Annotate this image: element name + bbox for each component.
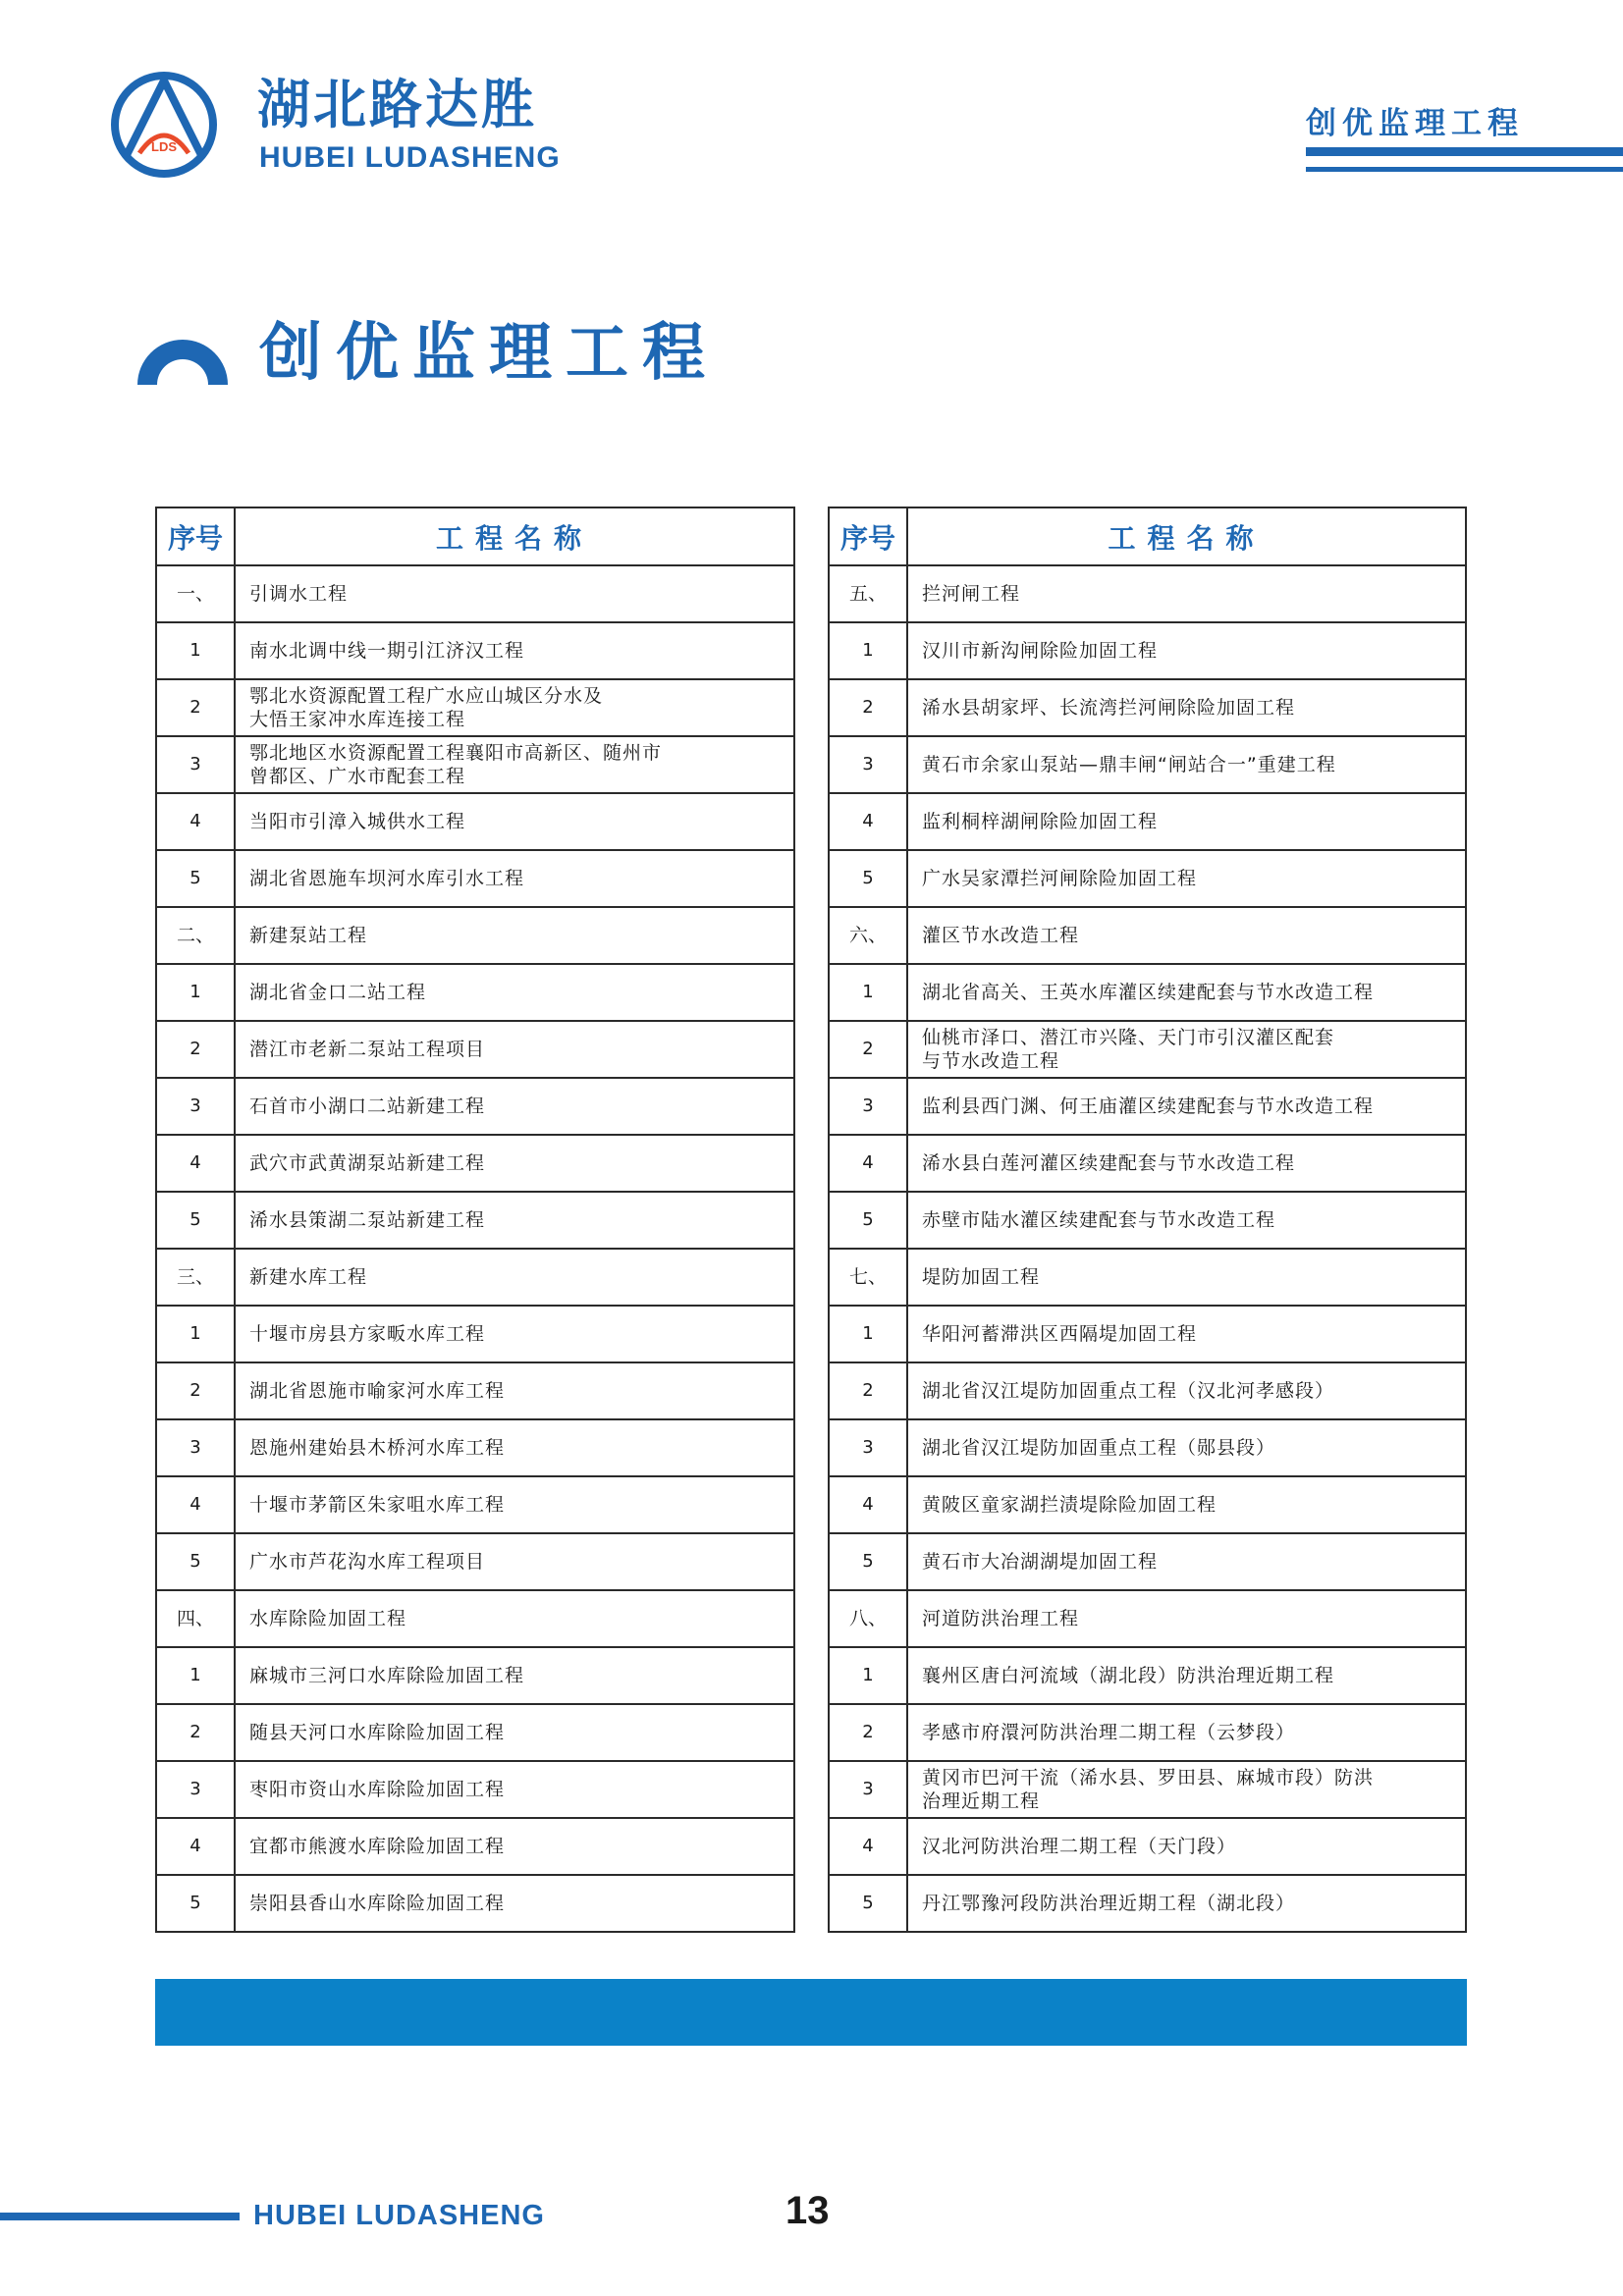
project-name-line: 华阳河蓄滞洪区西隔堤加固工程 bbox=[922, 1323, 1198, 1345]
project-name-line: 拦河闸工程 bbox=[922, 583, 1021, 605]
row-seq: 5 bbox=[156, 1192, 235, 1249]
row-seq: 2 bbox=[829, 679, 907, 736]
row-seq: 3 bbox=[156, 1419, 235, 1476]
row-project-name bbox=[235, 1362, 794, 1419]
project-name-line: 潜江市老新二泵站工程项目 bbox=[249, 1039, 486, 1060]
row-project-name bbox=[907, 1135, 1466, 1192]
row-project-name bbox=[907, 736, 1466, 793]
section-arch-icon bbox=[137, 340, 228, 385]
row-seq: 二、 bbox=[156, 907, 235, 964]
row-project-name bbox=[907, 1021, 1466, 1078]
table-row bbox=[829, 1818, 1466, 1875]
row-seq: 3 bbox=[156, 1078, 235, 1135]
row-project-name bbox=[907, 1419, 1466, 1476]
table-row bbox=[829, 1704, 1466, 1761]
row-seq: 2 bbox=[829, 1704, 907, 1761]
project-name-line: 湖北省金口二站工程 bbox=[249, 982, 427, 1003]
row-seq: 4 bbox=[156, 1476, 235, 1533]
row-project-name bbox=[235, 1021, 794, 1078]
header-rule-thin bbox=[1306, 167, 1623, 172]
column-header-seq: 序号 bbox=[156, 507, 235, 565]
row-seq: 5 bbox=[829, 1192, 907, 1249]
row-project-name bbox=[907, 1533, 1466, 1590]
row-project-name bbox=[907, 1647, 1466, 1704]
row-project-name bbox=[235, 1875, 794, 1932]
row-seq: 4 bbox=[829, 793, 907, 850]
row-project-name bbox=[235, 1476, 794, 1533]
row-seq: 3 bbox=[829, 1419, 907, 1476]
table-row bbox=[829, 1021, 1466, 1078]
row-seq: 八、 bbox=[829, 1590, 907, 1647]
project-name-line: 麻城市三河口水库除险加固工程 bbox=[249, 1665, 525, 1686]
table-row bbox=[156, 850, 794, 907]
table-row bbox=[156, 622, 794, 679]
row-seq: 1 bbox=[156, 1306, 235, 1362]
project-name-line: 汉川市新沟闸除险加固工程 bbox=[922, 640, 1159, 662]
table-row bbox=[156, 1647, 794, 1704]
category-row bbox=[156, 1590, 794, 1647]
row-project-name bbox=[907, 1818, 1466, 1875]
table-body bbox=[829, 565, 1466, 1932]
project-name-line: 浠水县策湖二泵站新建工程 bbox=[249, 1209, 486, 1231]
project-name-line: 南水北调中线一期引江济汉工程 bbox=[249, 640, 525, 662]
project-table-left bbox=[155, 507, 795, 1933]
table-row bbox=[156, 1419, 794, 1476]
category-row bbox=[829, 565, 1466, 622]
row-project-name bbox=[907, 1192, 1466, 1249]
brand-name-chinese: 湖北路达胜 bbox=[257, 74, 537, 135]
table-row bbox=[156, 736, 794, 793]
row-project-name bbox=[235, 1761, 794, 1818]
row-project-name bbox=[235, 793, 794, 850]
row-seq: 1 bbox=[829, 1306, 907, 1362]
decorative-blue-band bbox=[155, 1979, 1467, 2046]
row-seq: 4 bbox=[829, 1818, 907, 1875]
brand-name-english: HUBEI LUDASHENG bbox=[259, 141, 561, 174]
project-name-line: 十堰市房县方家畈水库工程 bbox=[249, 1323, 486, 1345]
table-row bbox=[829, 1533, 1466, 1590]
category-row bbox=[829, 1249, 1466, 1306]
row-seq: 五、 bbox=[829, 565, 907, 622]
table-row bbox=[829, 1419, 1466, 1476]
project-name-line: 黄陂区童家湖拦渍堤除险加固工程 bbox=[922, 1494, 1217, 1516]
column-header-seq: 序号 bbox=[829, 507, 907, 565]
project-name-line: 湖北省高关、王英水库灌区续建配套与节水改造工程 bbox=[922, 982, 1375, 1003]
project-name-line: 湖北省恩施市喻家河水库工程 bbox=[249, 1380, 506, 1402]
page-number: 13 bbox=[785, 2189, 830, 2232]
row-seq: 4 bbox=[829, 1476, 907, 1533]
row-project-name bbox=[907, 622, 1466, 679]
row-project-name bbox=[907, 1875, 1466, 1932]
project-name-line: 枣阳市资山水库除险加固工程 bbox=[249, 1779, 506, 1800]
table-row bbox=[829, 1362, 1466, 1419]
project-name-line-2: 与节水改造工程 bbox=[922, 1050, 1060, 1072]
table-body bbox=[156, 565, 794, 1932]
table-row bbox=[829, 1476, 1466, 1533]
row-project-name bbox=[907, 1078, 1466, 1135]
project-name-line: 黄石市余家山泵站—鼎丰闸“闸站合一”重建工程 bbox=[922, 754, 1336, 775]
row-seq: 5 bbox=[829, 1875, 907, 1932]
row-seq: 4 bbox=[156, 1818, 235, 1875]
row-seq: 2 bbox=[156, 1704, 235, 1761]
row-project-name bbox=[907, 679, 1466, 736]
row-project-name bbox=[235, 1590, 794, 1647]
row-seq: 5 bbox=[156, 1533, 235, 1590]
row-seq: 六、 bbox=[829, 907, 907, 964]
project-name-line: 襄州区唐白河流域（湖北段）防洪治理近期工程 bbox=[922, 1665, 1335, 1686]
project-name-line: 宜都市熊渡水库除险加固工程 bbox=[249, 1836, 506, 1857]
row-seq: 5 bbox=[829, 850, 907, 907]
project-name-line: 当阳市引漳入城供水工程 bbox=[249, 811, 466, 832]
table-row bbox=[156, 1476, 794, 1533]
row-project-name bbox=[907, 1249, 1466, 1306]
project-name-line: 仙桃市泽口、潜江市兴隆、天门市引汉灌区配套 bbox=[922, 1027, 1335, 1048]
project-name-line: 鄂北水资源配置工程广水应山城区分水及 bbox=[249, 685, 604, 707]
company-logo-icon bbox=[110, 71, 218, 179]
table-row bbox=[156, 964, 794, 1021]
project-name-line: 恩施州建始县木桥河水库工程 bbox=[249, 1437, 506, 1459]
project-name-line: 灌区节水改造工程 bbox=[922, 925, 1080, 946]
table-row bbox=[829, 736, 1466, 793]
table-row bbox=[829, 622, 1466, 679]
table-row bbox=[829, 793, 1466, 850]
project-name-line: 河道防洪治理工程 bbox=[922, 1608, 1080, 1629]
row-project-name bbox=[235, 1306, 794, 1362]
row-project-name bbox=[907, 793, 1466, 850]
row-seq: 3 bbox=[156, 736, 235, 793]
header-title: 创优监理工程 bbox=[1306, 106, 1524, 141]
header-rule-thick bbox=[1306, 147, 1623, 156]
category-row bbox=[829, 1590, 1466, 1647]
table-row bbox=[829, 1761, 1466, 1818]
row-seq: 2 bbox=[829, 1021, 907, 1078]
row-project-name bbox=[235, 1135, 794, 1192]
row-seq: 三、 bbox=[156, 1249, 235, 1306]
row-project-name bbox=[235, 1419, 794, 1476]
category-row bbox=[156, 907, 794, 964]
row-project-name bbox=[907, 1476, 1466, 1533]
row-seq: 3 bbox=[829, 1078, 907, 1135]
project-name-line: 监利县西门渊、何王庙灌区续建配套与节水改造工程 bbox=[922, 1095, 1375, 1117]
row-project-name bbox=[235, 1647, 794, 1704]
project-name-line-2: 治理近期工程 bbox=[922, 1790, 1041, 1812]
table-row bbox=[829, 1875, 1466, 1932]
project-name-line: 引调水工程 bbox=[249, 583, 349, 605]
row-seq: 1 bbox=[829, 622, 907, 679]
table-row bbox=[829, 850, 1466, 907]
project-table-right bbox=[828, 507, 1467, 1933]
row-seq: 4 bbox=[156, 1135, 235, 1192]
category-row bbox=[829, 907, 1466, 964]
table-row bbox=[829, 679, 1466, 736]
project-name-line: 新建水库工程 bbox=[249, 1266, 368, 1288]
row-seq: 七、 bbox=[829, 1249, 907, 1306]
row-project-name bbox=[235, 907, 794, 964]
table-row bbox=[156, 1533, 794, 1590]
table-row bbox=[829, 1135, 1466, 1192]
row-seq: 1 bbox=[156, 1647, 235, 1704]
row-seq: 2 bbox=[156, 1021, 235, 1078]
row-seq: 四、 bbox=[156, 1590, 235, 1647]
row-project-name bbox=[235, 1533, 794, 1590]
project-name-line: 浠水县白莲河灌区续建配套与节水改造工程 bbox=[922, 1152, 1296, 1174]
row-project-name bbox=[907, 1306, 1466, 1362]
project-name-line: 黄石市大冶湖湖堤加固工程 bbox=[922, 1551, 1159, 1573]
project-name-line: 湖北省汉江堤防加固重点工程（汉北河孝感段） bbox=[922, 1380, 1335, 1402]
row-seq: 2 bbox=[829, 1362, 907, 1419]
row-seq: 2 bbox=[156, 679, 235, 736]
project-name-line-2: 大悟王家冲水库连接工程 bbox=[249, 709, 466, 730]
row-project-name bbox=[235, 622, 794, 679]
project-name-line: 赤壁市陆水灌区续建配套与节水改造工程 bbox=[922, 1209, 1276, 1231]
row-project-name bbox=[235, 1704, 794, 1761]
table-row bbox=[156, 1192, 794, 1249]
footer-brand-english: HUBEI LUDASHENG bbox=[253, 2200, 545, 2231]
table-row bbox=[156, 1761, 794, 1818]
table-header-row bbox=[156, 507, 794, 565]
row-seq: 3 bbox=[829, 736, 907, 793]
project-name-line: 堤防加固工程 bbox=[922, 1266, 1041, 1288]
category-row bbox=[156, 1249, 794, 1306]
row-project-name bbox=[907, 1362, 1466, 1419]
project-name-line: 随县天河口水库除险加固工程 bbox=[249, 1722, 506, 1743]
row-seq: 1 bbox=[829, 964, 907, 1021]
project-name-line: 新建泵站工程 bbox=[249, 925, 368, 946]
project-name-line: 汉北河防洪治理二期工程（天门段） bbox=[922, 1836, 1237, 1857]
project-name-line: 黄冈市巴河干流（浠水县、罗田县、麻城市段）防洪 bbox=[922, 1767, 1375, 1789]
table-row bbox=[156, 1818, 794, 1875]
project-name-line: 湖北省恩施车坝河水库引水工程 bbox=[249, 868, 525, 889]
project-name-line: 鄂北地区水资源配置工程襄阳市高新区、随州市 bbox=[249, 742, 663, 764]
row-project-name bbox=[907, 1590, 1466, 1647]
project-name-line: 广水吴家潭拦河闸除险加固工程 bbox=[922, 868, 1198, 889]
table-header-row bbox=[829, 507, 1466, 565]
project-name-line: 广水市芦花沟水库工程项目 bbox=[249, 1551, 486, 1573]
row-project-name bbox=[907, 850, 1466, 907]
table-row bbox=[156, 1135, 794, 1192]
row-seq: 4 bbox=[829, 1135, 907, 1192]
table-row bbox=[156, 1362, 794, 1419]
project-name-line: 湖北省汉江堤防加固重点工程（郧县段） bbox=[922, 1437, 1276, 1459]
row-seq: 4 bbox=[156, 793, 235, 850]
logo-text: LDS bbox=[151, 139, 177, 154]
project-name-line: 石首市小湖口二站新建工程 bbox=[249, 1095, 486, 1117]
row-project-name bbox=[235, 1249, 794, 1306]
table-row bbox=[829, 1078, 1466, 1135]
table-row bbox=[156, 1875, 794, 1932]
row-seq: 1 bbox=[829, 1647, 907, 1704]
row-project-name bbox=[235, 565, 794, 622]
row-seq: 1 bbox=[156, 622, 235, 679]
row-project-name bbox=[235, 736, 794, 793]
row-project-name bbox=[235, 1818, 794, 1875]
row-project-name bbox=[235, 850, 794, 907]
row-project-name bbox=[907, 1704, 1466, 1761]
footer-rule bbox=[0, 2213, 240, 2220]
row-seq: 3 bbox=[829, 1761, 907, 1818]
project-name-line: 武穴市武黄湖泵站新建工程 bbox=[249, 1152, 486, 1174]
table-row bbox=[829, 964, 1466, 1021]
row-project-name bbox=[235, 964, 794, 1021]
row-project-name bbox=[907, 565, 1466, 622]
row-project-name bbox=[907, 907, 1466, 964]
table-row bbox=[156, 1704, 794, 1761]
project-name-line: 丹江鄂豫河段防洪治理近期工程（湖北段） bbox=[922, 1893, 1296, 1914]
project-name-line: 浠水县胡家坪、长流湾拦河闸除险加固工程 bbox=[922, 697, 1296, 719]
row-project-name bbox=[907, 964, 1466, 1021]
table-row bbox=[829, 1647, 1466, 1704]
row-seq: 1 bbox=[156, 964, 235, 1021]
project-name-line: 水库除险加固工程 bbox=[249, 1608, 407, 1629]
row-project-name bbox=[235, 1078, 794, 1135]
project-name-line: 崇阳县香山水库除险加固工程 bbox=[249, 1893, 506, 1914]
project-name-line: 监利桐梓湖闸除险加固工程 bbox=[922, 811, 1159, 832]
table-row bbox=[156, 679, 794, 736]
table-row bbox=[156, 793, 794, 850]
table-row bbox=[156, 1021, 794, 1078]
table-row bbox=[156, 1306, 794, 1362]
project-name-line: 孝感市府澴河防洪治理二期工程（云梦段） bbox=[922, 1722, 1296, 1743]
section-title: 创优监理工程 bbox=[259, 317, 719, 390]
row-seq: 5 bbox=[156, 1875, 235, 1932]
project-name-line-2: 曾都区、广水市配套工程 bbox=[249, 766, 466, 787]
row-project-name bbox=[907, 1761, 1466, 1818]
row-seq: 2 bbox=[156, 1362, 235, 1419]
row-seq: 5 bbox=[156, 850, 235, 907]
row-project-name bbox=[235, 679, 794, 736]
table-row bbox=[829, 1192, 1466, 1249]
table-row bbox=[829, 1306, 1466, 1362]
table-row bbox=[156, 1078, 794, 1135]
row-seq: 5 bbox=[829, 1533, 907, 1590]
row-seq: 3 bbox=[156, 1761, 235, 1818]
column-header-name: 工程名称 bbox=[235, 507, 794, 565]
row-project-name bbox=[235, 1192, 794, 1249]
column-header-name: 工程名称 bbox=[907, 507, 1466, 565]
project-name-line: 十堰市茅箭区朱家咀水库工程 bbox=[249, 1494, 506, 1516]
category-row bbox=[156, 565, 794, 622]
row-seq: 一、 bbox=[156, 565, 235, 622]
